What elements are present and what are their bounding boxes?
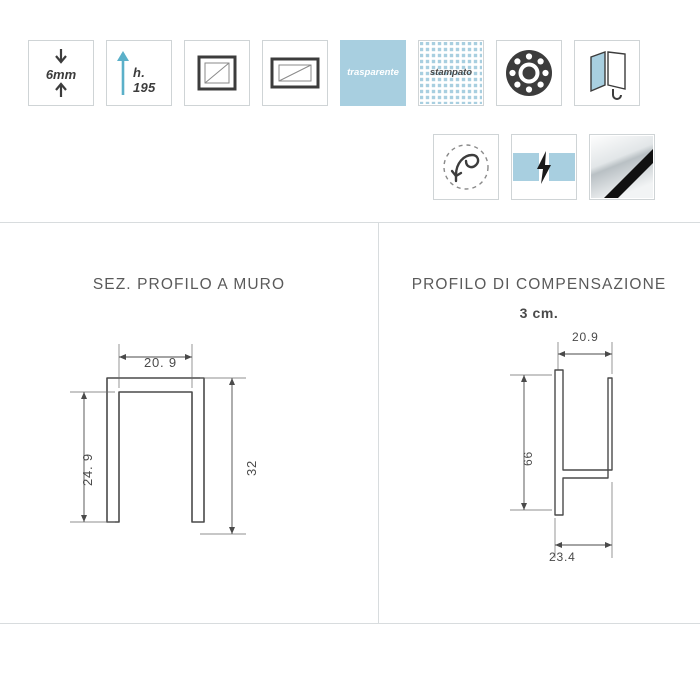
right-dim-height: 66 — [521, 451, 535, 466]
right-panel-subtitle: 3 cm. — [519, 305, 559, 321]
icon-easy-clean-rotation[interactable] — [433, 134, 499, 200]
glass-transparent-label: trasparente — [347, 67, 399, 78]
left-dim-width: 20. 9 — [144, 355, 177, 370]
right-dim-bottom-width: 23.4 — [549, 550, 576, 564]
icon-chrome-finish[interactable] — [589, 134, 655, 200]
icon-row-primary — [28, 40, 640, 106]
icon-lift-off-panel[interactable] — [574, 40, 640, 106]
magnet-bolt-icon — [512, 135, 576, 199]
bearing-icon — [497, 41, 561, 105]
liftoff-panel-icon — [575, 41, 639, 105]
divider-bottom — [0, 623, 700, 624]
door-rect-icon — [263, 41, 327, 105]
chrome-finish-icon — [590, 135, 654, 199]
left-dim-height-outer: 32 — [244, 459, 259, 476]
feature-icon-strip — [0, 0, 700, 222]
right-dim-top-width: 20.9 — [572, 330, 599, 344]
left-dim-height-inner: 24. 9 — [80, 453, 95, 486]
icon-bearing-wheels[interactable] — [496, 40, 562, 106]
icon-magnetic-closure[interactable] — [511, 134, 577, 200]
right-panel-title: PROFILO DI COMPENSAZIONE — [411, 276, 667, 293]
rotate-clean-icon — [434, 135, 498, 199]
icon-opening-outward[interactable] — [262, 40, 328, 106]
door-square-icon — [185, 41, 249, 105]
icon-glass-transparent[interactable] — [340, 40, 406, 106]
thickness-label: 6mm — [45, 67, 77, 82]
icon-opening-inward[interactable] — [184, 40, 250, 106]
glass-printed-label: stampato — [429, 67, 473, 78]
height-label: h. 195 — [133, 65, 156, 95]
left-panel-title: SEZ. PROFILO A MURO — [92, 276, 286, 293]
icon-height-195[interactable] — [106, 40, 172, 106]
icon-thickness-6mm[interactable] — [28, 40, 94, 106]
icon-glass-printed[interactable] — [418, 40, 484, 106]
divider-top — [0, 222, 700, 223]
icon-row-secondary — [433, 134, 655, 200]
